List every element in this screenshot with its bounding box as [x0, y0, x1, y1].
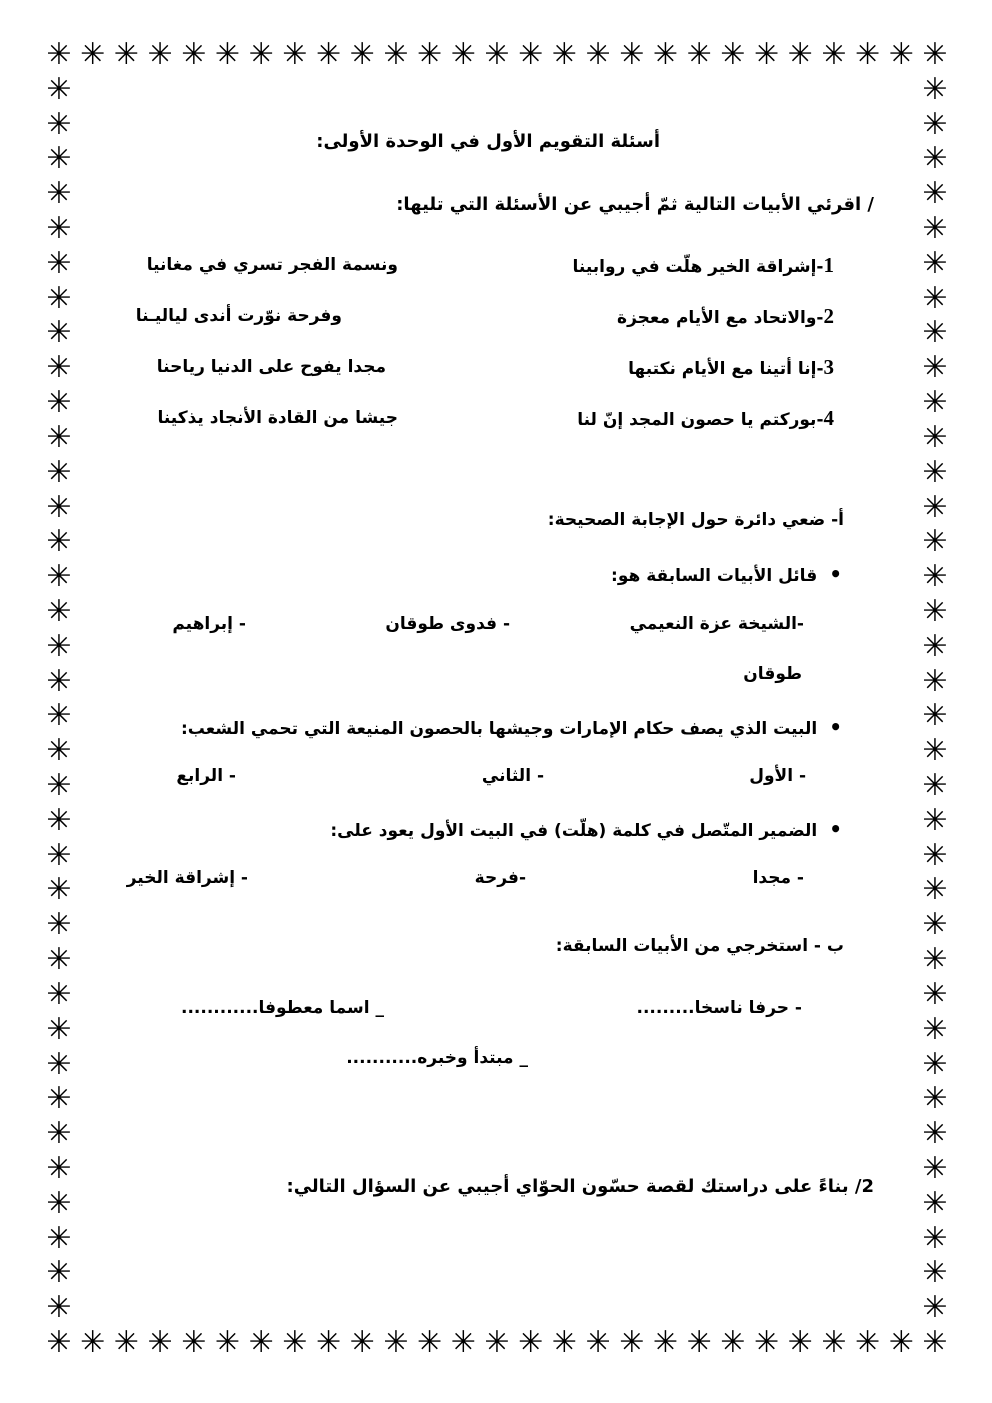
eight-spoked-asterisk-icon: ✳	[46, 37, 72, 72]
mcq-option[interactable]: -فرحة	[474, 868, 526, 888]
eight-spoked-asterisk-icon: ✳	[652, 1325, 679, 1360]
eight-spoked-asterisk-icon: ✳	[46, 942, 72, 978]
eight-spoked-asterisk-icon: ✳	[181, 1325, 207, 1360]
eight-spoked-asterisk-icon: ✳	[922, 768, 948, 804]
mcq-option-wrap: طوقان	[743, 664, 802, 684]
eight-spoked-asterisk-icon: ✳	[113, 1325, 139, 1360]
eight-spoked-asterisk-icon: ✳	[585, 1325, 611, 1360]
eight-spoked-asterisk-icon: ✳	[282, 1325, 308, 1360]
eight-spoked-asterisk-icon: ✳	[248, 1325, 274, 1360]
eight-spoked-asterisk-icon: ✳	[450, 1325, 476, 1360]
eight-spoked-asterisk-icon: ✳	[922, 663, 948, 699]
eight-spoked-asterisk-icon: ✳	[46, 106, 72, 142]
eight-spoked-asterisk-icon: ✳	[922, 942, 948, 978]
eight-spoked-asterisk-icon: ✳	[922, 802, 948, 838]
eight-spoked-asterisk-icon: ✳	[46, 71, 72, 107]
eight-spoked-asterisk-icon: ✳	[922, 1116, 948, 1152]
eight-spoked-asterisk-icon: ✳	[46, 837, 72, 873]
eight-spoked-asterisk-icon: ✳	[821, 1325, 847, 1360]
mcq-option[interactable]: -الشيخة عزة النعيمي	[629, 614, 804, 634]
eight-spoked-asterisk-icon: ✳	[417, 37, 443, 72]
verse-number: 4	[823, 406, 834, 430]
verse-first-hemistich: -بوركتم يا حصون المجد إنّ لنا	[577, 410, 824, 430]
verse-number: 3	[823, 355, 834, 379]
eight-spoked-asterisk-icon: ✳	[518, 37, 544, 72]
eight-spoked-asterisk-icon: ✳	[922, 1290, 948, 1326]
eight-spoked-asterisk-icon: ✳	[922, 350, 948, 386]
mcq-option[interactable]: - إبراهيم	[172, 614, 246, 634]
mcq-option[interactable]: - الثاني	[481, 766, 544, 786]
eight-spoked-asterisk-icon: ✳	[922, 176, 948, 212]
eight-spoked-asterisk-icon: ✳	[922, 593, 948, 629]
eight-spoked-asterisk-icon: ✳	[888, 37, 914, 72]
eight-spoked-asterisk-icon: ✳	[888, 1325, 914, 1360]
eight-spoked-asterisk-icon: ✳	[753, 37, 780, 72]
verse-first-hemistich: -والاتحاد مع الأيام معجزة	[617, 308, 824, 328]
eight-spoked-asterisk-icon: ✳	[720, 37, 746, 72]
eight-spoked-asterisk-icon: ✳	[484, 37, 510, 72]
verse-second-hemistich: ونسمة الفجر تسري في مغانيا	[146, 255, 398, 275]
eight-spoked-asterisk-icon: ✳	[46, 245, 72, 281]
verse-number: 2	[823, 304, 834, 328]
eight-spoked-asterisk-icon: ✳	[922, 1150, 948, 1186]
part-a-heading: أ- ضعي دائرة حول الإجابة الصحيحة:	[547, 510, 844, 530]
verse-line	[577, 406, 834, 431]
eight-spoked-asterisk-icon: ✳	[80, 37, 106, 72]
eight-spoked-asterisk-icon: ✳	[922, 1046, 948, 1082]
mcq-question: • قائل الأبيات السابقة هو:	[611, 562, 842, 586]
verse-line	[617, 304, 834, 329]
mcq-option[interactable]: - إشراقة الخير	[126, 868, 248, 888]
eight-spoked-asterisk-icon: ✳	[315, 37, 342, 72]
eight-spoked-asterisk-icon: ✳	[417, 1325, 443, 1360]
extract-item[interactable]: _ اسما معطوفا............	[180, 998, 384, 1018]
eight-spoked-asterisk-icon: ✳	[922, 1220, 948, 1256]
eight-spoked-asterisk-icon: ✳	[619, 1325, 645, 1360]
eight-spoked-asterisk-icon: ✳	[686, 37, 712, 72]
eight-spoked-asterisk-icon: ✳	[46, 454, 72, 490]
eight-spoked-asterisk-icon: ✳	[315, 1325, 342, 1360]
eight-spoked-asterisk-icon: ✳	[922, 489, 948, 525]
eight-spoked-asterisk-icon: ✳	[383, 1325, 409, 1360]
eight-spoked-asterisk-icon: ✳	[855, 1325, 881, 1360]
eight-spoked-asterisk-icon: ✳	[686, 1325, 712, 1360]
eight-spoked-asterisk-icon: ✳	[922, 1081, 948, 1117]
eight-spoked-asterisk-icon: ✳	[46, 1220, 72, 1256]
eight-spoked-asterisk-icon: ✳	[46, 593, 72, 629]
eight-spoked-asterisk-icon: ✳	[46, 350, 72, 386]
mcq-question: • البيت الذي يصف حكام الإمارات وجيشها بالحصون المنيعة التي تحمي الشعب:	[181, 715, 842, 739]
eight-spoked-asterisk-icon: ✳	[46, 419, 72, 455]
eight-spoked-asterisk-icon: ✳	[922, 385, 948, 421]
verse-line	[573, 253, 834, 278]
verse-second-hemistich: مجدا يفوح على الدنيا رياحنا	[156, 357, 386, 377]
eight-spoked-asterisk-icon: ✳	[922, 1325, 948, 1360]
eight-spoked-asterisk-icon: ✳	[551, 37, 577, 72]
eight-spoked-asterisk-icon: ✳	[922, 1011, 948, 1047]
eight-spoked-asterisk-icon: ✳	[248, 37, 274, 72]
eight-spoked-asterisk-icon: ✳	[46, 385, 72, 421]
eight-spoked-asterisk-icon: ✳	[922, 837, 948, 873]
eight-spoked-asterisk-icon: ✳	[46, 1116, 72, 1152]
eight-spoked-asterisk-icon: ✳	[46, 907, 72, 943]
eight-spoked-asterisk-icon: ✳	[46, 628, 72, 664]
part-b-heading: ب - استخرجي من الأبيات السابقة:	[555, 936, 844, 956]
eight-spoked-asterisk-icon: ✳	[46, 524, 72, 560]
eight-spoked-asterisk-icon: ✳	[46, 1185, 72, 1221]
mcq-option[interactable]: - فدوى طوقان	[385, 614, 510, 634]
eight-spoked-asterisk-icon: ✳	[46, 1011, 72, 1047]
eight-spoked-asterisk-icon: ✳	[922, 872, 948, 908]
eight-spoked-asterisk-icon: ✳	[922, 245, 948, 281]
eight-spoked-asterisk-icon: ✳	[922, 106, 948, 142]
eight-spoked-asterisk-icon: ✳	[214, 1325, 241, 1360]
eight-spoked-asterisk-icon: ✳	[922, 37, 948, 72]
eight-spoked-asterisk-icon: ✳	[922, 211, 948, 247]
eight-spoked-asterisk-icon: ✳	[46, 802, 72, 838]
eight-spoked-asterisk-icon: ✳	[484, 1325, 510, 1360]
eight-spoked-asterisk-icon: ✳	[518, 1325, 544, 1360]
mcq-option[interactable]: - الأول	[749, 766, 806, 786]
eight-spoked-asterisk-icon: ✳	[383, 37, 409, 72]
eight-spoked-asterisk-icon: ✳	[46, 976, 72, 1012]
eight-spoked-asterisk-icon: ✳	[922, 454, 948, 490]
eight-spoked-asterisk-icon: ✳	[855, 37, 881, 72]
verse-number: 1	[823, 253, 834, 277]
eight-spoked-asterisk-icon: ✳	[46, 1255, 72, 1291]
eight-spoked-asterisk-icon: ✳	[46, 872, 72, 908]
eight-spoked-asterisk-icon: ✳	[349, 1325, 375, 1360]
eight-spoked-asterisk-icon: ✳	[922, 559, 948, 595]
eight-spoked-asterisk-icon: ✳	[46, 1046, 72, 1082]
eight-spoked-asterisk-icon: ✳	[922, 628, 948, 664]
eight-spoked-asterisk-icon: ✳	[46, 663, 72, 699]
verse-first-hemistich: -إشراقة الخير هلّت في روابينا	[572, 257, 824, 277]
eight-spoked-asterisk-icon: ✳	[821, 37, 847, 72]
eight-spoked-asterisk-icon: ✳	[46, 176, 72, 212]
verse-second-hemistich: جيشا من القادة الأنجاد يذكينا	[157, 408, 398, 428]
eight-spoked-asterisk-icon: ✳	[922, 141, 948, 177]
eight-spoked-asterisk-icon: ✳	[282, 37, 308, 72]
eight-spoked-asterisk-icon: ✳	[922, 698, 948, 734]
eight-spoked-asterisk-icon: ✳	[46, 489, 72, 525]
eight-spoked-asterisk-icon: ✳	[922, 419, 948, 455]
verse-second-hemistich: وفرحة نوّرت أندى لياليـنا	[135, 306, 342, 326]
eight-spoked-asterisk-icon: ✳	[80, 1325, 106, 1360]
eight-spoked-asterisk-icon: ✳	[147, 1325, 173, 1360]
eight-spoked-asterisk-icon: ✳	[922, 733, 948, 769]
eight-spoked-asterisk-icon: ✳	[181, 37, 207, 72]
eight-spoked-asterisk-icon: ✳	[720, 1325, 746, 1360]
eight-spoked-asterisk-icon: ✳	[922, 907, 948, 943]
eight-spoked-asterisk-icon: ✳	[922, 315, 948, 351]
eight-spoked-asterisk-icon: ✳	[922, 524, 948, 560]
extract-item[interactable]: _ مبتدأ وخبره...........	[346, 1048, 528, 1068]
eight-spoked-asterisk-icon: ✳	[787, 37, 813, 72]
question-1-instruction: / اقرئي الأبيات التالية ثمّ أجيبي عن الأسئلة التي تليها:	[396, 194, 874, 215]
eight-spoked-asterisk-icon: ✳	[922, 1255, 948, 1291]
extract-item[interactable]: - حرفا ناسخا.........	[636, 998, 802, 1018]
question-2-text: 2/ بناءً على دراستك لقصة حسّون الحوّاي أجيبي عن السؤال التالي:	[286, 1176, 874, 1197]
eight-spoked-asterisk-icon: ✳	[585, 37, 611, 72]
eight-spoked-asterisk-icon: ✳	[46, 141, 72, 177]
eight-spoked-asterisk-icon: ✳	[46, 1325, 72, 1360]
eight-spoked-asterisk-icon: ✳	[349, 37, 375, 72]
mcq-option[interactable]: - مجدا	[752, 868, 804, 888]
eight-spoked-asterisk-icon: ✳	[46, 1150, 72, 1186]
eight-spoked-asterisk-icon: ✳	[46, 768, 72, 804]
eight-spoked-asterisk-icon: ✳	[922, 1185, 948, 1221]
mcq-question: • الضمير المتّصل في كلمة (هلّت) في البيت الأول يعود على:	[330, 817, 842, 841]
eight-spoked-asterisk-icon: ✳	[450, 37, 476, 72]
eight-spoked-asterisk-icon: ✳	[753, 1325, 780, 1360]
eight-spoked-asterisk-icon: ✳	[46, 211, 72, 247]
eight-spoked-asterisk-icon: ✳	[147, 37, 173, 72]
eight-spoked-asterisk-icon: ✳	[619, 37, 645, 72]
eight-spoked-asterisk-icon: ✳	[46, 733, 72, 769]
eight-spoked-asterisk-icon: ✳	[214, 37, 241, 72]
verse-first-hemistich: -إنا أتينا مع الأيام نكتبها	[628, 359, 824, 379]
eight-spoked-asterisk-icon: ✳	[922, 71, 948, 107]
mcq-option[interactable]: - الرابع	[176, 766, 236, 786]
eight-spoked-asterisk-icon: ✳	[46, 559, 72, 595]
eight-spoked-asterisk-icon: ✳	[551, 1325, 577, 1360]
eight-spoked-asterisk-icon: ✳	[46, 698, 72, 734]
eight-spoked-asterisk-icon: ✳	[46, 1290, 72, 1326]
eight-spoked-asterisk-icon: ✳	[46, 315, 72, 351]
eight-spoked-asterisk-icon: ✳	[46, 1081, 72, 1117]
page-title: أسئلة التقويم الأول في الوحدة الأولى:	[316, 131, 660, 152]
eight-spoked-asterisk-icon: ✳	[922, 280, 948, 316]
eight-spoked-asterisk-icon: ✳	[652, 37, 679, 72]
verse-line	[628, 355, 834, 380]
eight-spoked-asterisk-icon: ✳	[787, 1325, 813, 1360]
eight-spoked-asterisk-icon: ✳	[113, 37, 139, 72]
eight-spoked-asterisk-icon: ✳	[46, 280, 72, 316]
eight-spoked-asterisk-icon: ✳	[922, 976, 948, 1012]
